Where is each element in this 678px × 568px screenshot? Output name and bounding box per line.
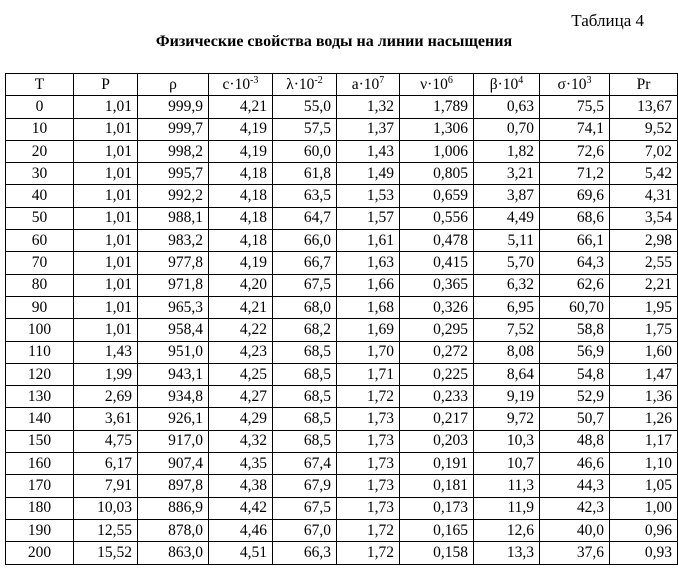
table-cell: 0,203 xyxy=(400,430,474,452)
table-cell: 1,01 xyxy=(74,185,138,207)
table-cell: 2,98 xyxy=(610,230,678,252)
table-cell: 1,01 xyxy=(74,163,138,185)
table-cell: 0,225 xyxy=(400,363,474,385)
table-cell: 4,21 xyxy=(209,96,273,118)
table-cell: 13,67 xyxy=(610,96,678,118)
table-cell: 160 xyxy=(6,453,74,475)
table-cell: 992,2 xyxy=(138,185,209,207)
table-cell: 48,8 xyxy=(540,430,610,452)
table-row xyxy=(6,274,678,296)
table-cell: 68,5 xyxy=(273,386,337,408)
table-cell: 958,4 xyxy=(138,319,209,341)
table-cell: 5,11 xyxy=(474,230,540,252)
table-row xyxy=(6,319,678,341)
table-row xyxy=(6,341,678,363)
table-cell: 1,05 xyxy=(610,475,678,497)
table-cell: 150 xyxy=(6,430,74,452)
table-cell: 7,91 xyxy=(74,475,138,497)
table-cell: 7,02 xyxy=(610,140,678,162)
table-cell: 1,306 xyxy=(400,118,474,140)
table-row xyxy=(6,207,678,229)
table-cell: 1,01 xyxy=(74,230,138,252)
column-header xyxy=(400,74,474,96)
table-cell: 1,69 xyxy=(337,319,400,341)
table-cell: 995,7 xyxy=(138,163,209,185)
table-cell: 67,9 xyxy=(273,475,337,497)
table-cell: 1,99 xyxy=(74,363,138,385)
table-cell: 943,1 xyxy=(138,363,209,385)
table-cell: 1,43 xyxy=(337,140,400,162)
table-cell: 4,46 xyxy=(209,519,273,541)
table-cell: 4,27 xyxy=(209,386,273,408)
column-header xyxy=(337,74,400,96)
table-cell: 1,49 xyxy=(337,163,400,185)
table-cell: 0,217 xyxy=(400,408,474,430)
table-cell: 68,2 xyxy=(273,319,337,341)
table-row xyxy=(6,497,678,519)
table-cell: 1,57 xyxy=(337,207,400,229)
column-header xyxy=(540,74,610,96)
table-row xyxy=(6,296,678,318)
table-cell: 6,95 xyxy=(474,296,540,318)
table-cell: 50,7 xyxy=(540,408,610,430)
table-cell: 1,63 xyxy=(337,252,400,274)
table-cell: 37,6 xyxy=(540,542,610,564)
column-header-exponent: 7 xyxy=(379,74,385,86)
table-cell: 15,52 xyxy=(74,542,138,564)
table-cell: 1,47 xyxy=(610,363,678,385)
table-row xyxy=(6,519,678,541)
column-header xyxy=(273,74,337,96)
table-cell: 983,2 xyxy=(138,230,209,252)
table-cell: 4,23 xyxy=(209,341,273,363)
table-cell: 4,19 xyxy=(209,118,273,140)
table-cell: 878,0 xyxy=(138,519,209,541)
table-cell: 897,8 xyxy=(138,475,209,497)
table-cell: 998,2 xyxy=(138,140,209,162)
table-cell: 3,61 xyxy=(74,408,138,430)
table-cell: 4,38 xyxy=(209,475,273,497)
table-cell: 907,4 xyxy=(138,453,209,475)
table-cell: 4,18 xyxy=(209,207,273,229)
table-cell: 1,00 xyxy=(610,497,678,519)
table-cell: 68,5 xyxy=(273,430,337,452)
column-header-label: λ·10 xyxy=(286,75,315,93)
table-cell: 1,66 xyxy=(337,274,400,296)
table-cell: 1,73 xyxy=(337,408,400,430)
table-cell: 971,8 xyxy=(138,274,209,296)
table-cell: 1,53 xyxy=(337,185,400,207)
table-cell: 4,19 xyxy=(209,140,273,162)
table-body xyxy=(6,96,678,564)
column-header xyxy=(74,74,138,96)
table-cell: 64,3 xyxy=(540,252,610,274)
table-cell: 0,415 xyxy=(400,252,474,274)
table-cell: 0,556 xyxy=(400,207,474,229)
table-cell: 1,73 xyxy=(337,475,400,497)
table-cell: 10,3 xyxy=(474,430,540,452)
table-cell: 44,3 xyxy=(540,475,610,497)
table-cell: 120 xyxy=(6,363,74,385)
table-cell: 4,25 xyxy=(209,363,273,385)
table-row xyxy=(6,363,678,385)
table-cell: 1,72 xyxy=(337,386,400,408)
table-cell: 4,32 xyxy=(209,430,273,452)
table-cell: 170 xyxy=(6,475,74,497)
table-header xyxy=(6,74,678,96)
table-cell: 40,0 xyxy=(540,519,610,541)
table-cell: 66,7 xyxy=(273,252,337,274)
table-cell: 10,7 xyxy=(474,453,540,475)
table-cell: 934,8 xyxy=(138,386,209,408)
table-cell: 1,72 xyxy=(337,519,400,541)
table-cell: 1,006 xyxy=(400,140,474,162)
table-cell: 0,233 xyxy=(400,386,474,408)
column-header xyxy=(209,74,273,96)
table-cell: 0,272 xyxy=(400,341,474,363)
column-header-label: ρ xyxy=(169,75,177,93)
table-cell: 1,01 xyxy=(74,140,138,162)
table-cell: 8,64 xyxy=(474,363,540,385)
table-cell: 4,18 xyxy=(209,230,273,252)
table-cell: 2,69 xyxy=(74,386,138,408)
table-cell: 52,9 xyxy=(540,386,610,408)
table-cell: 5,70 xyxy=(474,252,540,274)
table-cell: 0,659 xyxy=(400,185,474,207)
table-cell: 56,9 xyxy=(540,341,610,363)
table-cell: 69,6 xyxy=(540,185,610,207)
column-header-label: a·10 xyxy=(351,75,380,93)
table-cell: 42,3 xyxy=(540,497,610,519)
table-cell: 1,36 xyxy=(610,386,678,408)
table-cell: 68,5 xyxy=(273,408,337,430)
table-cell: 0,805 xyxy=(400,163,474,185)
table-cell: 4,49 xyxy=(474,207,540,229)
table-cell: 62,6 xyxy=(540,274,610,296)
table-cell: 60,70 xyxy=(540,296,610,318)
table-cell: 66,1 xyxy=(540,230,610,252)
table-cell: 3,87 xyxy=(474,185,540,207)
table-cell: 180 xyxy=(6,497,74,519)
table-cell: 9,72 xyxy=(474,408,540,430)
table-cell: 917,0 xyxy=(138,430,209,452)
table-cell: 1,01 xyxy=(74,252,138,274)
table-cell: 1,789 xyxy=(400,96,474,118)
table-cell: 2,21 xyxy=(610,274,678,296)
table-cell: 0,63 xyxy=(474,96,540,118)
table-cell: 64,7 xyxy=(273,207,337,229)
column-header-label: σ·10 xyxy=(557,75,587,93)
table-row xyxy=(6,386,678,408)
column-header-exponent: -3 xyxy=(250,74,259,86)
table-cell: 999,9 xyxy=(138,96,209,118)
table-cell: 0,181 xyxy=(400,475,474,497)
table-cell: 130 xyxy=(6,386,74,408)
table-cell: 4,31 xyxy=(610,185,678,207)
table-number: Таблица 4 xyxy=(571,11,644,30)
table-cell: 4,29 xyxy=(209,408,273,430)
table-cell: 977,8 xyxy=(138,252,209,274)
table-cell: 4,18 xyxy=(209,163,273,185)
table-cell: 11,9 xyxy=(474,497,540,519)
table-cell: 11,3 xyxy=(474,475,540,497)
table-cell: 2,55 xyxy=(610,252,678,274)
table-cell: 110 xyxy=(6,341,74,363)
table-row xyxy=(6,230,678,252)
table-cell: 70 xyxy=(6,252,74,274)
table-cell: 30 xyxy=(6,163,74,185)
column-header-label: Pr xyxy=(636,75,651,93)
table-cell: 61,8 xyxy=(273,163,337,185)
table-cell: 68,0 xyxy=(273,296,337,318)
table-row xyxy=(6,96,678,118)
table-cell: 67,4 xyxy=(273,453,337,475)
table-cell: 20 xyxy=(6,140,74,162)
column-header-exponent: 3 xyxy=(586,74,592,86)
column-header xyxy=(610,74,678,96)
column-header-label: β·10 xyxy=(489,75,519,93)
table-cell: 1,10 xyxy=(610,453,678,475)
table-cell: 67,0 xyxy=(273,519,337,541)
table-cell: 46,6 xyxy=(540,453,610,475)
table-cell: 1,61 xyxy=(337,230,400,252)
table-row xyxy=(6,163,678,185)
table-cell: 55,0 xyxy=(273,96,337,118)
table-cell: 1,37 xyxy=(337,118,400,140)
table-cell: 1,82 xyxy=(474,140,540,162)
table-cell: 66,3 xyxy=(273,542,337,564)
table-cell: 4,51 xyxy=(209,542,273,564)
table-cell: 67,5 xyxy=(273,497,337,519)
table-row xyxy=(6,185,678,207)
table-cell: 71,2 xyxy=(540,163,610,185)
table-cell: 67,5 xyxy=(273,274,337,296)
table-cell: 57,5 xyxy=(273,118,337,140)
table-cell: 926,1 xyxy=(138,408,209,430)
table-cell: 3,54 xyxy=(610,207,678,229)
table-cell: 0,173 xyxy=(400,497,474,519)
table-cell: 200 xyxy=(6,542,74,564)
table-cell: 68,5 xyxy=(273,341,337,363)
table-cell: 4,22 xyxy=(209,319,273,341)
table-cell: 4,42 xyxy=(209,497,273,519)
table-cell: 60,0 xyxy=(273,140,337,162)
table-cell: 50 xyxy=(6,207,74,229)
table-cell: 0 xyxy=(6,96,74,118)
table-cell: 965,3 xyxy=(138,296,209,318)
table-row xyxy=(6,118,678,140)
table-cell: 1,01 xyxy=(74,296,138,318)
column-header-label: ν·10 xyxy=(420,75,448,93)
table-cell: 10,03 xyxy=(74,497,138,519)
table-cell: 0,158 xyxy=(400,542,474,564)
table-cell: 80 xyxy=(6,274,74,296)
table-cell: 0,70 xyxy=(474,118,540,140)
table-cell: 100 xyxy=(6,319,74,341)
table-cell: 988,1 xyxy=(138,207,209,229)
column-header-label: T xyxy=(34,75,45,93)
column-header-label: P xyxy=(101,75,110,93)
column-header-exponent: -2 xyxy=(314,74,323,86)
properties-table xyxy=(5,73,678,565)
table-cell: 951,0 xyxy=(138,341,209,363)
table-cell: 1,01 xyxy=(74,319,138,341)
table-cell: 1,43 xyxy=(74,341,138,363)
table-cell: 1,75 xyxy=(610,319,678,341)
table-cell: 4,20 xyxy=(209,274,273,296)
table-cell: 68,5 xyxy=(273,363,337,385)
table-cell: 13,3 xyxy=(474,542,540,564)
table-cell: 1,73 xyxy=(337,430,400,452)
table-title: Физические свойства воды на линии насыщения xyxy=(155,33,513,50)
table-cell: 190 xyxy=(6,519,74,541)
table-cell: 3,21 xyxy=(474,163,540,185)
table-cell: 0,165 xyxy=(400,519,474,541)
table-cell: 0,365 xyxy=(400,274,474,296)
table-cell: 1,71 xyxy=(337,363,400,385)
table-cell: 8,08 xyxy=(474,341,540,363)
table-cell: 60 xyxy=(6,230,74,252)
table-cell: 4,35 xyxy=(209,453,273,475)
table-row xyxy=(6,252,678,274)
table-cell: 999,7 xyxy=(138,118,209,140)
table-cell: 7,52 xyxy=(474,319,540,341)
table-row xyxy=(6,430,678,452)
table-cell: 0,326 xyxy=(400,296,474,318)
table-cell: 58,8 xyxy=(540,319,610,341)
table-cell: 68,6 xyxy=(540,207,610,229)
table-cell: 90 xyxy=(6,296,74,318)
table-cell: 1,26 xyxy=(610,408,678,430)
column-header xyxy=(6,74,74,96)
table-cell: 40 xyxy=(6,185,74,207)
table-cell: 63,5 xyxy=(273,185,337,207)
table-cell: 1,72 xyxy=(337,542,400,564)
table-cell: 1,68 xyxy=(337,296,400,318)
table-cell: 1,73 xyxy=(337,453,400,475)
table-row xyxy=(6,408,678,430)
table-row xyxy=(6,140,678,162)
table-cell: 1,32 xyxy=(337,96,400,118)
table-cell: 74,1 xyxy=(540,118,610,140)
table-cell: 9,19 xyxy=(474,386,540,408)
table-cell: 0,295 xyxy=(400,319,474,341)
column-header-exponent: 6 xyxy=(447,74,453,86)
table-cell: 6,32 xyxy=(474,274,540,296)
header-row xyxy=(6,74,678,96)
table-cell: 0,93 xyxy=(610,542,678,564)
table-cell: 6,17 xyxy=(74,453,138,475)
table-cell: 1,17 xyxy=(610,430,678,452)
column-header-label: c·10 xyxy=(222,75,251,93)
table-row xyxy=(6,542,678,564)
table-cell: 12,55 xyxy=(74,519,138,541)
table-cell: 72,6 xyxy=(540,140,610,162)
table-cell: 66,0 xyxy=(273,230,337,252)
table-cell: 1,01 xyxy=(74,96,138,118)
table-cell: 1,73 xyxy=(337,497,400,519)
table-cell: 1,95 xyxy=(610,296,678,318)
table-cell: 0,96 xyxy=(610,519,678,541)
table-cell: 1,60 xyxy=(610,341,678,363)
column-header-exponent: 4 xyxy=(518,74,524,86)
column-header xyxy=(138,74,209,96)
table-cell: 5,42 xyxy=(610,163,678,185)
table-cell: 1,01 xyxy=(74,274,138,296)
table-cell: 4,19 xyxy=(209,252,273,274)
table-cell: 10 xyxy=(6,118,74,140)
table-row xyxy=(6,475,678,497)
table-cell: 9,52 xyxy=(610,118,678,140)
table-cell: 4,75 xyxy=(74,430,138,452)
table-cell: 4,21 xyxy=(209,296,273,318)
table-cell: 4,18 xyxy=(209,185,273,207)
table-cell: 0,478 xyxy=(400,230,474,252)
table-cell: 0,191 xyxy=(400,453,474,475)
table-cell: 1,70 xyxy=(337,341,400,363)
table-cell: 1,01 xyxy=(74,207,138,229)
table-cell: 886,9 xyxy=(138,497,209,519)
table-cell: 12,6 xyxy=(474,519,540,541)
table-cell: 75,5 xyxy=(540,96,610,118)
table-cell: 140 xyxy=(6,408,74,430)
table-cell: 863,0 xyxy=(138,542,209,564)
table-cell: 1,01 xyxy=(74,118,138,140)
table-row xyxy=(6,453,678,475)
column-header xyxy=(474,74,540,96)
table-cell: 54,8 xyxy=(540,363,610,385)
